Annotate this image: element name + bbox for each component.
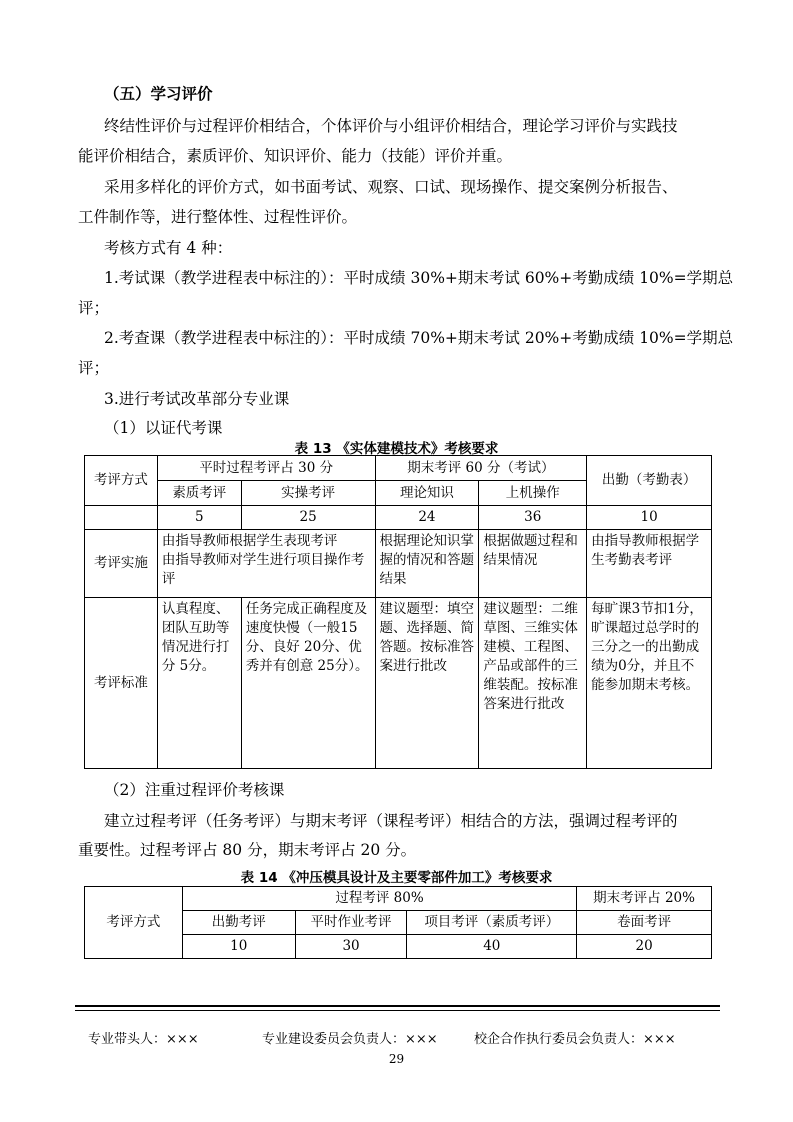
table-14-project-header: 项目考评（素质考评） bbox=[407, 911, 577, 935]
table-13-machine-header: 上机操作 bbox=[479, 481, 587, 506]
table-13-impl-machine: 根据做题过程和结果情况 bbox=[479, 530, 587, 598]
table-14-caption: 表 14 《冲压模具设计及主要零部件加工》考核要求 bbox=[240, 870, 553, 886]
table-14-process-header: 过程考评 80% bbox=[182, 887, 576, 911]
table-13-quality-header: 素质考评 bbox=[157, 481, 241, 506]
paragraph-9-line-1: 建立过程考评（任务考评）与期末考评（课程考评）相结合的方法，强调过程考评的 bbox=[104, 812, 678, 830]
paragraph-3: 考核方式有 4 种： bbox=[104, 239, 233, 257]
footer-lead: 专业带头人：××× bbox=[88, 1032, 199, 1047]
section-heading: （五）学习评价 bbox=[104, 85, 213, 103]
paragraph-2-line-1: 采用多样化的评价方式，如书面考试、观察、口试、现场操作、提交案例分析报告、 bbox=[104, 178, 678, 196]
table-13-impl-theory: 根据理论知识掌握的情况和答题结果 bbox=[375, 530, 479, 598]
table-13-impl-attend: 由指导教师根据学生考勤表考评 bbox=[587, 530, 712, 598]
table-14-attend-header: 出勤考评 bbox=[182, 911, 295, 935]
table-14-homework-value: 30 bbox=[295, 935, 407, 959]
table-14-project-value: 40 bbox=[407, 935, 577, 959]
table-13-std-attend: 每旷课3节扣1分，旷课超过总学时的三分之一的出勤成绩为0分，并且不能参加期末考核。 bbox=[587, 598, 712, 769]
table-13-caption: 表 13 《实体建模技术》考核要求 bbox=[294, 441, 499, 457]
table-13-usual-header: 平时过程考评占 30 分 bbox=[157, 456, 375, 481]
paragraph-7: （1）以证代考课 bbox=[104, 419, 223, 437]
table-13-std-quality: 认真程度、团队互助等情况进行打分 5分。 bbox=[157, 598, 241, 769]
paragraph-4-line-1: 1.考试课（教学进程表中标注的）：平时成绩 30%+期末考试 60%+考勤成绩 10%=学期总 bbox=[104, 269, 734, 287]
page-number: 29 bbox=[388, 1052, 405, 1066]
table-13-std-practice: 任务完成正确程度及速度快慢（一般15分、良好 20分、优秀并有创意 25分）。 bbox=[241, 598, 375, 769]
footer-rule-thick bbox=[75, 1005, 720, 1007]
paragraph-1-line-1: 终结性评价与过程评价相结合，个体评价与小组评价相结合，理论学习评价与实践技 bbox=[104, 117, 678, 135]
paragraph-1-line-2: 能评价相结合，素质评价、知识评价、能力（技能）评价并重。 bbox=[78, 147, 513, 165]
table-13-score-machine: 36 bbox=[479, 506, 587, 530]
paragraph-5-line-2: 评； bbox=[78, 359, 110, 377]
table-14-homework-header: 平时作业考评 bbox=[295, 911, 407, 935]
table-13-final-header: 期末考评 60 分（考试） bbox=[375, 456, 587, 481]
paragraph-6: 3.进行考试改革部分专业课 bbox=[104, 390, 290, 408]
table-13-score-theory: 24 bbox=[375, 506, 479, 530]
table-14-attend-value: 10 bbox=[182, 935, 295, 959]
table-14 bbox=[84, 886, 712, 959]
table-13 bbox=[84, 455, 712, 769]
paragraph-4-line-2: 评； bbox=[78, 299, 110, 317]
table-13-attend-header: 出勤（考勤表） bbox=[587, 456, 712, 506]
table-13-score-blank bbox=[85, 506, 158, 530]
table-13-std-label: 考评标准 bbox=[85, 598, 158, 769]
table-13-impl-usual: 由指导教师根据学生表现考评 由指导教师对学生进行项目操作考评 bbox=[157, 530, 375, 598]
table-13-score-quality: 5 bbox=[157, 506, 241, 530]
table-13-std-theory: 建议题型：填空题、选择题、简答题。按标准答案进行批改 bbox=[375, 598, 479, 769]
footer-rule-thin bbox=[75, 1010, 720, 1011]
table-13-score-practice: 25 bbox=[241, 506, 375, 530]
footer-coop: 校企合作执行委员会负责人：××× bbox=[474, 1032, 676, 1047]
table-13-std-machine: 建议题型：二维草图、三维实体建模、工程图、产品或部件的三维装配。按标准答案进行批改 bbox=[479, 598, 587, 769]
table-14-paper-value: 20 bbox=[577, 935, 712, 959]
paragraph-5-line-1: 2.考查课（教学进程表中标注的）：平时成绩 70%+期末考试 20%+考勤成绩 10%=学期总 bbox=[104, 329, 734, 347]
table-13-theory-header: 理论知识 bbox=[375, 481, 479, 506]
table-14-final-header: 期末考评占 20% bbox=[577, 887, 712, 911]
table-14-paper-header: 卷面考评 bbox=[577, 911, 712, 935]
table-13-practice-header: 实操考评 bbox=[241, 481, 375, 506]
footer-committee: 专业建设委员会负责人：××× bbox=[262, 1032, 438, 1047]
table-13-score-attend: 10 bbox=[587, 506, 712, 530]
table-13-impl-label: 考评实施 bbox=[85, 530, 158, 598]
paragraph-2-line-2: 工件制作等，进行整体性、过程性评价。 bbox=[78, 208, 358, 226]
table-14-method-header: 考评方式 bbox=[85, 887, 183, 959]
table-13-method-header: 考评方式 bbox=[85, 456, 158, 506]
paragraph-8: （2）注重过程评价考核课 bbox=[104, 781, 285, 799]
paragraph-9-line-2: 重要性。过程考评占 80 分，期末考评占 20 分。 bbox=[78, 841, 417, 859]
